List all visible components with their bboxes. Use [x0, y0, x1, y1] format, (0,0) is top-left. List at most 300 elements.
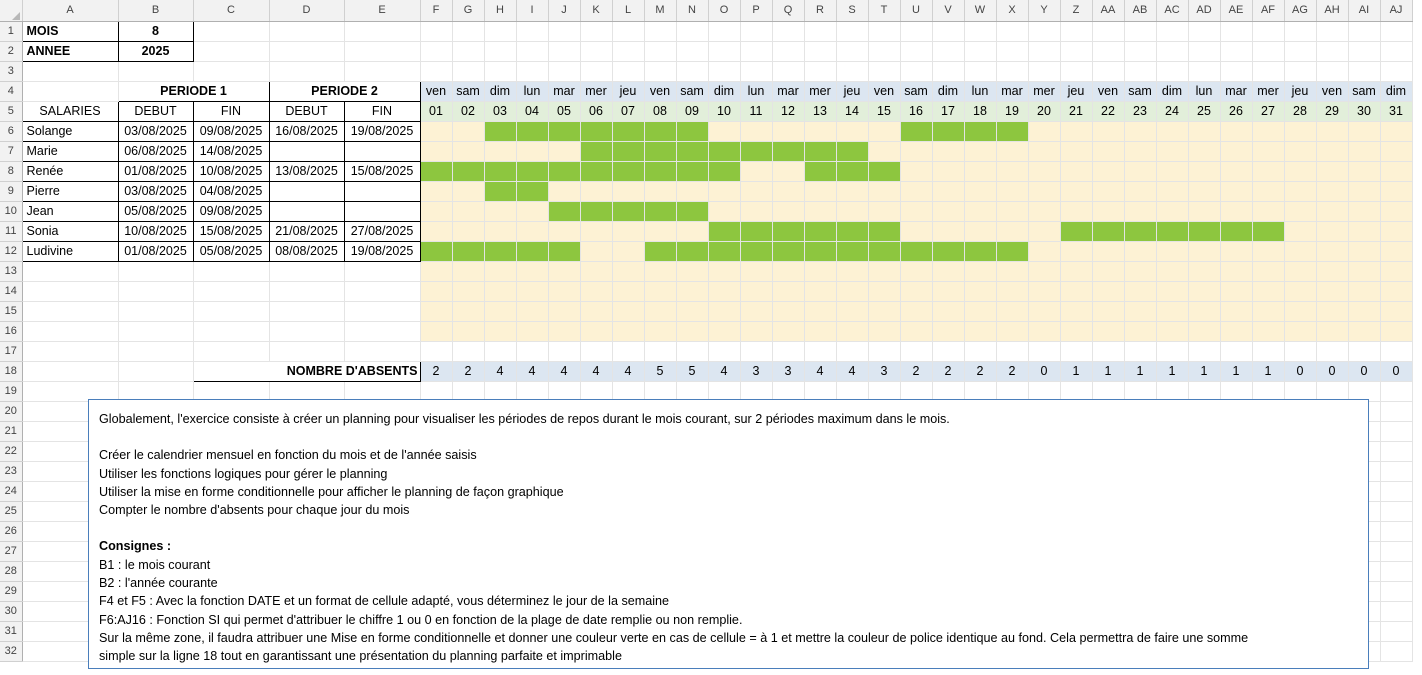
- absent-count-day-26[interactable]: 1: [1220, 361, 1252, 381]
- row-header-10[interactable]: 10: [0, 201, 22, 221]
- day-name-15[interactable]: ven: [868, 81, 900, 101]
- planning-cell[interactable]: [1284, 161, 1316, 181]
- employee-p1-fin[interactable]: 15/08/2025: [193, 221, 269, 241]
- planning-cell[interactable]: [1316, 221, 1348, 241]
- cell-AI2[interactable]: [1348, 41, 1380, 61]
- row-header-1[interactable]: 1: [0, 21, 22, 41]
- planning-cell[interactable]: [1284, 241, 1316, 261]
- column-header-f[interactable]: F: [420, 0, 452, 21]
- cell-W19[interactable]: [964, 381, 996, 401]
- day-name-26[interactable]: mar: [1220, 81, 1252, 101]
- cell-D17[interactable]: [269, 341, 344, 361]
- planning-cell[interactable]: [1060, 181, 1092, 201]
- column-header-g[interactable]: G: [452, 0, 484, 21]
- cell-K1[interactable]: [580, 21, 612, 41]
- planning-cell[interactable]: [1156, 221, 1188, 241]
- day-number-19[interactable]: 19: [996, 101, 1028, 121]
- absent-count-day-16[interactable]: 2: [900, 361, 932, 381]
- column-header-y[interactable]: Y: [1028, 0, 1060, 21]
- absent-count-day-31[interactable]: 0: [1380, 361, 1412, 381]
- cell-AH2[interactable]: [1316, 41, 1348, 61]
- planning-cell[interactable]: [580, 301, 612, 321]
- cell-Q17[interactable]: [772, 341, 804, 361]
- planning-cell[interactable]: [420, 301, 452, 321]
- cell-AH1[interactable]: [1316, 21, 1348, 41]
- day-name-20[interactable]: mer: [1028, 81, 1060, 101]
- planning-cell[interactable]: [676, 161, 708, 181]
- cell-G2[interactable]: [452, 41, 484, 61]
- planning-cell[interactable]: [1188, 121, 1220, 141]
- cell-C1[interactable]: [193, 21, 269, 41]
- column-header-i[interactable]: I: [516, 0, 548, 21]
- planning-cell[interactable]: [516, 301, 548, 321]
- planning-cell[interactable]: [1156, 201, 1188, 221]
- cell-AD1[interactable]: [1188, 21, 1220, 41]
- cell-AI19[interactable]: [1348, 381, 1380, 401]
- cell-P2[interactable]: [740, 41, 772, 61]
- cell-AA3[interactable]: [1092, 61, 1124, 81]
- planning-cell[interactable]: [1188, 221, 1220, 241]
- planning-cell[interactable]: [484, 321, 516, 341]
- annee-label[interactable]: ANNEE: [22, 41, 118, 61]
- planning-cell[interactable]: [1284, 181, 1316, 201]
- absent-count-day-9[interactable]: 5: [676, 361, 708, 381]
- cell-AJ20[interactable]: [1380, 401, 1412, 421]
- cell-AB2[interactable]: [1124, 41, 1156, 61]
- column-header-k[interactable]: K: [580, 0, 612, 21]
- day-name-31[interactable]: dim: [1380, 81, 1412, 101]
- day-name-5[interactable]: mar: [548, 81, 580, 101]
- cell-AG2[interactable]: [1284, 41, 1316, 61]
- planning-cell[interactable]: [548, 181, 580, 201]
- planning-cell[interactable]: [740, 141, 772, 161]
- planning-cell[interactable]: [836, 141, 868, 161]
- day-number-21[interactable]: 21: [1060, 101, 1092, 121]
- cell-B18[interactable]: [118, 361, 193, 381]
- planning-cell[interactable]: [772, 201, 804, 221]
- planning-cell[interactable]: [1220, 181, 1252, 201]
- planning-cell[interactable]: [804, 121, 836, 141]
- planning-cell[interactable]: [548, 141, 580, 161]
- planning-cell[interactable]: [612, 161, 644, 181]
- planning-cell[interactable]: [772, 281, 804, 301]
- planning-cell[interactable]: [1380, 261, 1412, 281]
- cell-X19[interactable]: [996, 381, 1028, 401]
- employee-p1-debut[interactable]: 01/08/2025: [118, 241, 193, 261]
- cell-T17[interactable]: [868, 341, 900, 361]
- planning-cell[interactable]: [868, 121, 900, 141]
- cell-I19[interactable]: [516, 381, 548, 401]
- column-header-z[interactable]: Z: [1060, 0, 1092, 21]
- planning-cell[interactable]: [1380, 301, 1412, 321]
- planning-cell[interactable]: [1028, 201, 1060, 221]
- salaries-header[interactable]: SALARIES: [22, 101, 118, 121]
- absent-count-day-18[interactable]: 2: [964, 361, 996, 381]
- column-header-h[interactable]: H: [484, 0, 516, 21]
- cell-F2[interactable]: [420, 41, 452, 61]
- planning-cell[interactable]: [868, 281, 900, 301]
- planning-cell[interactable]: [548, 241, 580, 261]
- planning-cell[interactable]: [676, 301, 708, 321]
- planning-cell[interactable]: [964, 241, 996, 261]
- planning-cell[interactable]: [484, 241, 516, 261]
- cell-X3[interactable]: [996, 61, 1028, 81]
- cell-A4[interactable]: [22, 81, 118, 101]
- cell-R2[interactable]: [804, 41, 836, 61]
- planning-cell[interactable]: [772, 241, 804, 261]
- cell-AD2[interactable]: [1188, 41, 1220, 61]
- cell-D1[interactable]: [269, 21, 344, 41]
- day-name-10[interactable]: dim: [708, 81, 740, 101]
- planning-cell[interactable]: [900, 161, 932, 181]
- planning-cell[interactable]: [548, 301, 580, 321]
- absent-count-day-21[interactable]: 1: [1060, 361, 1092, 381]
- employee-p1-fin[interactable]: 04/08/2025: [193, 181, 269, 201]
- planning-cell[interactable]: [484, 161, 516, 181]
- empty-employee-cell[interactable]: [269, 301, 344, 321]
- planning-cell[interactable]: [1060, 261, 1092, 281]
- planning-cell[interactable]: [740, 201, 772, 221]
- planning-cell[interactable]: [1188, 301, 1220, 321]
- cell-T19[interactable]: [868, 381, 900, 401]
- absent-count-day-14[interactable]: 4: [836, 361, 868, 381]
- planning-cell[interactable]: [484, 221, 516, 241]
- cell-AJ27[interactable]: [1380, 541, 1412, 561]
- cell-K17[interactable]: [580, 341, 612, 361]
- empty-employee-cell[interactable]: [269, 281, 344, 301]
- cell-N17[interactable]: [676, 341, 708, 361]
- planning-cell[interactable]: [516, 121, 548, 141]
- planning-cell[interactable]: [1188, 261, 1220, 281]
- absent-count-day-19[interactable]: 2: [996, 361, 1028, 381]
- planning-cell[interactable]: [452, 241, 484, 261]
- cell-E1[interactable]: [344, 21, 420, 41]
- day-name-21[interactable]: jeu: [1060, 81, 1092, 101]
- cell-O2[interactable]: [708, 41, 740, 61]
- day-name-6[interactable]: mer: [580, 81, 612, 101]
- cell-I17[interactable]: [516, 341, 548, 361]
- cell-AJ23[interactable]: [1380, 461, 1412, 481]
- cell-U2[interactable]: [900, 41, 932, 61]
- planning-cell[interactable]: [740, 301, 772, 321]
- cell-G1[interactable]: [452, 21, 484, 41]
- row-header-14[interactable]: 14: [0, 281, 22, 301]
- planning-cell[interactable]: [484, 261, 516, 281]
- row-header-26[interactable]: 26: [0, 521, 22, 541]
- planning-cell[interactable]: [1220, 121, 1252, 141]
- absent-count-day-28[interactable]: 0: [1284, 361, 1316, 381]
- cell-AA1[interactable]: [1092, 21, 1124, 41]
- planning-cell[interactable]: [452, 261, 484, 281]
- planning-cell[interactable]: [932, 221, 964, 241]
- cell-B17[interactable]: [118, 341, 193, 361]
- employee-name[interactable]: Sonia: [22, 221, 118, 241]
- planning-cell[interactable]: [516, 221, 548, 241]
- day-name-29[interactable]: ven: [1316, 81, 1348, 101]
- cell-X17[interactable]: [996, 341, 1028, 361]
- cell-C3[interactable]: [193, 61, 269, 81]
- row-header-7[interactable]: 7: [0, 141, 22, 161]
- cell-Z19[interactable]: [1060, 381, 1092, 401]
- planning-cell[interactable]: [1252, 321, 1284, 341]
- cell-U1[interactable]: [900, 21, 932, 41]
- column-header-ac[interactable]: AC: [1156, 0, 1188, 21]
- planning-cell[interactable]: [708, 281, 740, 301]
- cell-R3[interactable]: [804, 61, 836, 81]
- planning-cell[interactable]: [868, 201, 900, 221]
- planning-cell[interactable]: [1028, 221, 1060, 241]
- day-number-12[interactable]: 12: [772, 101, 804, 121]
- planning-cell[interactable]: [740, 261, 772, 281]
- planning-cell[interactable]: [612, 201, 644, 221]
- planning-cell[interactable]: [996, 221, 1028, 241]
- cell-N2[interactable]: [676, 41, 708, 61]
- day-name-24[interactable]: dim: [1156, 81, 1188, 101]
- cell-H17[interactable]: [484, 341, 516, 361]
- periode-2-header[interactable]: PERIODE 2: [269, 81, 420, 101]
- cell-AE17[interactable]: [1220, 341, 1252, 361]
- mois-label[interactable]: MOIS: [22, 21, 118, 41]
- planning-cell[interactable]: [708, 161, 740, 181]
- column-header-p[interactable]: P: [740, 0, 772, 21]
- employee-p2-fin[interactable]: [344, 181, 420, 201]
- cell-AJ2[interactable]: [1380, 41, 1412, 61]
- planning-cell[interactable]: [836, 121, 868, 141]
- planning-cell[interactable]: [1380, 181, 1412, 201]
- planning-cell[interactable]: [484, 281, 516, 301]
- cell-Q3[interactable]: [772, 61, 804, 81]
- day-number-9[interactable]: 09: [676, 101, 708, 121]
- empty-employee-cell[interactable]: [22, 281, 118, 301]
- planning-cell[interactable]: [420, 121, 452, 141]
- cell-K2[interactable]: [580, 41, 612, 61]
- row-header-3[interactable]: 3: [0, 61, 22, 81]
- planning-cell[interactable]: [708, 201, 740, 221]
- planning-cell[interactable]: [1284, 141, 1316, 161]
- planning-cell[interactable]: [1316, 121, 1348, 141]
- employee-p2-debut[interactable]: [269, 141, 344, 161]
- planning-cell[interactable]: [1220, 241, 1252, 261]
- planning-cell[interactable]: [1316, 161, 1348, 181]
- mois-value[interactable]: 8: [118, 21, 193, 41]
- planning-cell[interactable]: [420, 261, 452, 281]
- absent-count-day-2[interactable]: 2: [452, 361, 484, 381]
- planning-cell[interactable]: [612, 221, 644, 241]
- cell-E17[interactable]: [344, 341, 420, 361]
- row-header-30[interactable]: 30: [0, 601, 22, 621]
- cell-AJ17[interactable]: [1380, 341, 1412, 361]
- cell-W3[interactable]: [964, 61, 996, 81]
- planning-cell[interactable]: [1028, 161, 1060, 181]
- cell-A18[interactable]: [22, 361, 118, 381]
- day-name-8[interactable]: ven: [644, 81, 676, 101]
- cell-D3[interactable]: [269, 61, 344, 81]
- planning-cell[interactable]: [932, 301, 964, 321]
- planning-cell[interactable]: [868, 221, 900, 241]
- column-header-j[interactable]: J: [548, 0, 580, 21]
- cell-AD17[interactable]: [1188, 341, 1220, 361]
- planning-cell[interactable]: [932, 181, 964, 201]
- planning-cell[interactable]: [516, 281, 548, 301]
- day-number-13[interactable]: 13: [804, 101, 836, 121]
- planning-cell[interactable]: [1156, 241, 1188, 261]
- planning-cell[interactable]: [900, 321, 932, 341]
- day-number-16[interactable]: 16: [900, 101, 932, 121]
- day-number-17[interactable]: 17: [932, 101, 964, 121]
- planning-cell[interactable]: [676, 221, 708, 241]
- planning-cell[interactable]: [548, 161, 580, 181]
- row-header-31[interactable]: 31: [0, 621, 22, 641]
- planning-cell[interactable]: [868, 321, 900, 341]
- planning-cell[interactable]: [932, 241, 964, 261]
- planning-cell[interactable]: [1284, 221, 1316, 241]
- planning-cell[interactable]: [1220, 321, 1252, 341]
- planning-cell[interactable]: [420, 321, 452, 341]
- cell-J1[interactable]: [548, 21, 580, 41]
- planning-cell[interactable]: [484, 121, 516, 141]
- employee-name[interactable]: Renée: [22, 161, 118, 181]
- cell-T3[interactable]: [868, 61, 900, 81]
- planning-cell[interactable]: [580, 321, 612, 341]
- planning-cell[interactable]: [580, 181, 612, 201]
- column-header-e[interactable]: E: [344, 0, 420, 21]
- cell-C2[interactable]: [193, 41, 269, 61]
- planning-cell[interactable]: [740, 181, 772, 201]
- cell-V17[interactable]: [932, 341, 964, 361]
- planning-cell[interactable]: [772, 301, 804, 321]
- planning-cell[interactable]: [804, 321, 836, 341]
- periode-1-header[interactable]: PERIODE 1: [118, 81, 269, 101]
- column-header-ah[interactable]: AH: [1316, 0, 1348, 21]
- planning-cell[interactable]: [1060, 301, 1092, 321]
- cell-AI1[interactable]: [1348, 21, 1380, 41]
- row-header-27[interactable]: 27: [0, 541, 22, 561]
- empty-employee-cell[interactable]: [22, 301, 118, 321]
- cell-L1[interactable]: [612, 21, 644, 41]
- row-header-29[interactable]: 29: [0, 581, 22, 601]
- cell-A19[interactable]: [22, 381, 118, 401]
- column-header-w[interactable]: W: [964, 0, 996, 21]
- planning-cell[interactable]: [612, 241, 644, 261]
- planning-cell[interactable]: [612, 261, 644, 281]
- day-number-30[interactable]: 30: [1348, 101, 1380, 121]
- row-header-12[interactable]: 12: [0, 241, 22, 261]
- planning-cell[interactable]: [708, 261, 740, 281]
- planning-cell[interactable]: [740, 121, 772, 141]
- cell-J17[interactable]: [548, 341, 580, 361]
- planning-cell[interactable]: [452, 121, 484, 141]
- column-header-m[interactable]: M: [644, 0, 676, 21]
- employee-p1-fin[interactable]: 09/08/2025: [193, 201, 269, 221]
- planning-cell[interactable]: [1284, 121, 1316, 141]
- planning-cell[interactable]: [1060, 241, 1092, 261]
- cell-AJ3[interactable]: [1380, 61, 1412, 81]
- column-header-u[interactable]: U: [900, 0, 932, 21]
- cell-H2[interactable]: [484, 41, 516, 61]
- column-header-b[interactable]: B: [118, 0, 193, 21]
- planning-cell[interactable]: [516, 261, 548, 281]
- cell-AJ19[interactable]: [1380, 381, 1412, 401]
- periode2-debut-header[interactable]: DEBUT: [269, 101, 344, 121]
- planning-cell[interactable]: [772, 321, 804, 341]
- day-name-13[interactable]: mer: [804, 81, 836, 101]
- planning-cell[interactable]: [612, 141, 644, 161]
- employee-name[interactable]: Solange: [22, 121, 118, 141]
- absent-count-day-29[interactable]: 0: [1316, 361, 1348, 381]
- planning-cell[interactable]: [1220, 161, 1252, 181]
- planning-cell[interactable]: [996, 261, 1028, 281]
- cell-Y1[interactable]: [1028, 21, 1060, 41]
- planning-cell[interactable]: [676, 261, 708, 281]
- planning-cell[interactable]: [1124, 301, 1156, 321]
- planning-cell[interactable]: [452, 281, 484, 301]
- planning-cell[interactable]: [516, 201, 548, 221]
- cell-T2[interactable]: [868, 41, 900, 61]
- cell-AC1[interactable]: [1156, 21, 1188, 41]
- column-header-ae[interactable]: AE: [1220, 0, 1252, 21]
- planning-cell[interactable]: [1060, 141, 1092, 161]
- planning-cell[interactable]: [932, 121, 964, 141]
- column-header-aa[interactable]: AA: [1092, 0, 1124, 21]
- empty-employee-cell[interactable]: [193, 261, 269, 281]
- cell-N1[interactable]: [676, 21, 708, 41]
- column-header-ag[interactable]: AG: [1284, 0, 1316, 21]
- planning-cell[interactable]: [580, 281, 612, 301]
- employee-name[interactable]: Pierre: [22, 181, 118, 201]
- planning-cell[interactable]: [964, 321, 996, 341]
- cell-X1[interactable]: [996, 21, 1028, 41]
- planning-cell[interactable]: [1284, 321, 1316, 341]
- planning-cell[interactable]: [676, 181, 708, 201]
- planning-cell[interactable]: [804, 141, 836, 161]
- cell-S2[interactable]: [836, 41, 868, 61]
- planning-cell[interactable]: [932, 141, 964, 161]
- cell-W2[interactable]: [964, 41, 996, 61]
- planning-cell[interactable]: [548, 281, 580, 301]
- absent-count-day-17[interactable]: 2: [932, 361, 964, 381]
- planning-cell[interactable]: [900, 281, 932, 301]
- planning-cell[interactable]: [932, 261, 964, 281]
- planning-cell[interactable]: [740, 241, 772, 261]
- planning-cell[interactable]: [1316, 241, 1348, 261]
- planning-cell[interactable]: [1252, 141, 1284, 161]
- cell-AC17[interactable]: [1156, 341, 1188, 361]
- absent-count-day-3[interactable]: 4: [484, 361, 516, 381]
- planning-cell[interactable]: [1124, 281, 1156, 301]
- cell-G3[interactable]: [452, 61, 484, 81]
- day-number-2[interactable]: 02: [452, 101, 484, 121]
- cell-AJ30[interactable]: [1380, 601, 1412, 621]
- row-header-22[interactable]: 22: [0, 441, 22, 461]
- planning-cell[interactable]: [900, 261, 932, 281]
- planning-cell[interactable]: [932, 281, 964, 301]
- planning-cell[interactable]: [420, 181, 452, 201]
- row-header-8[interactable]: 8: [0, 161, 22, 181]
- column-header-ab[interactable]: AB: [1124, 0, 1156, 21]
- planning-cell[interactable]: [868, 241, 900, 261]
- planning-cell[interactable]: [516, 141, 548, 161]
- day-name-2[interactable]: sam: [452, 81, 484, 101]
- planning-cell[interactable]: [548, 321, 580, 341]
- cell-Y2[interactable]: [1028, 41, 1060, 61]
- planning-cell[interactable]: [644, 161, 676, 181]
- planning-cell[interactable]: [580, 121, 612, 141]
- cell-AB19[interactable]: [1124, 381, 1156, 401]
- planning-cell[interactable]: [1092, 221, 1124, 241]
- empty-employee-cell[interactable]: [193, 281, 269, 301]
- cell-Y19[interactable]: [1028, 381, 1060, 401]
- planning-cell[interactable]: [1316, 181, 1348, 201]
